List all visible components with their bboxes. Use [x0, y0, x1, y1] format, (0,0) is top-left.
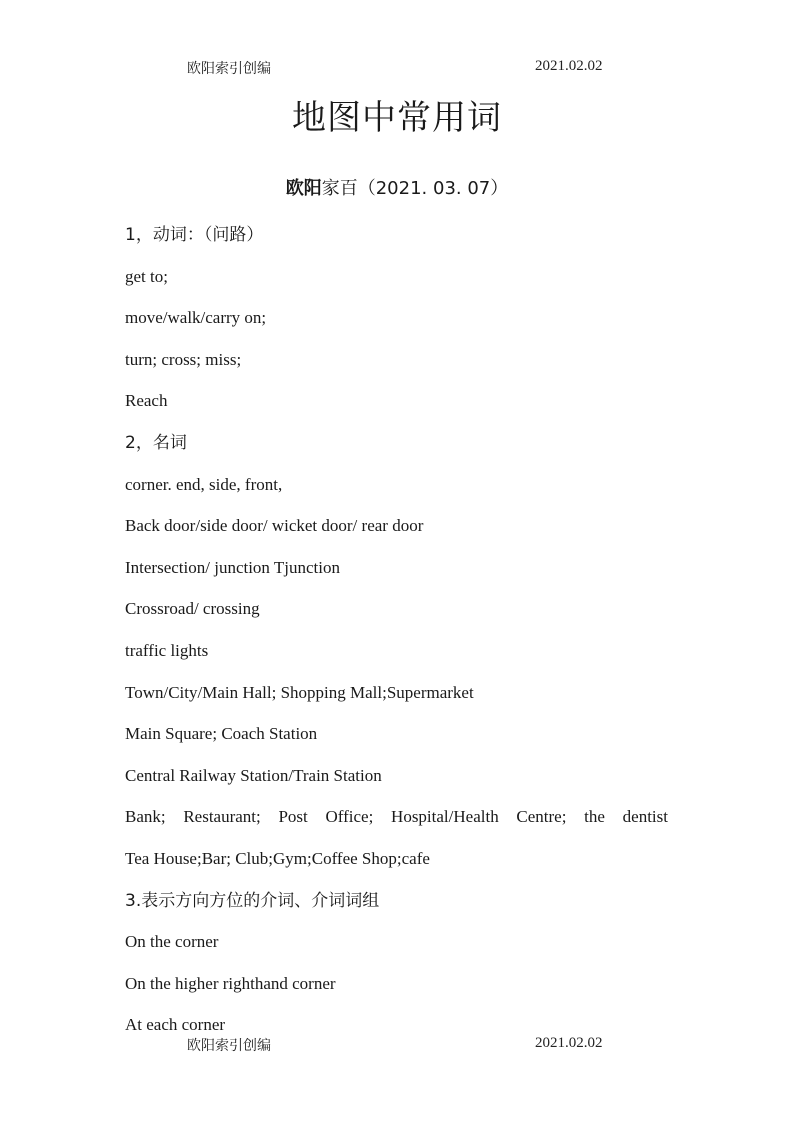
body-line: Town/City/Main Hall; Shopping Mall;Supermarket — [125, 682, 474, 702]
author-name-bold: 欧阳 — [285, 178, 322, 199]
body-line: At each corner — [125, 1015, 226, 1035]
body-line: On the corner — [125, 932, 219, 952]
body-line: Main Square; Coach Station — [125, 724, 318, 744]
body-line: 3.表示方向方位的介词、介词词组 — [125, 890, 380, 911]
body-line: Intersection/ junction Tjunction — [125, 557, 340, 577]
author-line — [0, 176, 794, 202]
author-date: （2021. 03. 07） — [357, 178, 509, 199]
body-line: Bank; Restaurant; Post Office; Hospital/Health Centre; the dentist — [125, 807, 668, 827]
body-line: 1，动词：（问路） — [125, 225, 264, 245]
body-line: move/walk/carry on; — [125, 308, 267, 328]
body-line: Reach — [125, 391, 168, 411]
body-line: traffic lights — [125, 640, 209, 660]
header-date: 2021.02.02 — [535, 58, 603, 74]
body-line: get to; — [125, 266, 168, 286]
body-line: turn; cross; miss; — [125, 349, 242, 369]
author-name-rest: 家百 — [321, 178, 358, 199]
header-author: 欧阳索引创编 — [187, 61, 271, 77]
body-line: 2，名词 — [125, 432, 187, 453]
footer-author: 欧阳索引创编 — [187, 1038, 271, 1054]
page-header — [0, 58, 794, 78]
body-line: Crossroad/ crossing — [125, 599, 260, 619]
document-title: 地图中常用词 — [292, 98, 502, 138]
body-line: Central Railway Station/Train Station — [125, 765, 382, 785]
footer-date: 2021.02.02 — [535, 1035, 603, 1051]
page-footer — [0, 1035, 794, 1055]
body-line: Tea House;Bar; Club;Gym;Coffee Shop;cafe — [125, 848, 430, 868]
body-line: On the higher righthand corner — [125, 973, 336, 993]
body-line: Back door/side door/ wicket door/ rear door — [125, 516, 424, 536]
body-line: corner. end, side, front, — [125, 474, 283, 494]
document-body — [125, 222, 685, 1054]
